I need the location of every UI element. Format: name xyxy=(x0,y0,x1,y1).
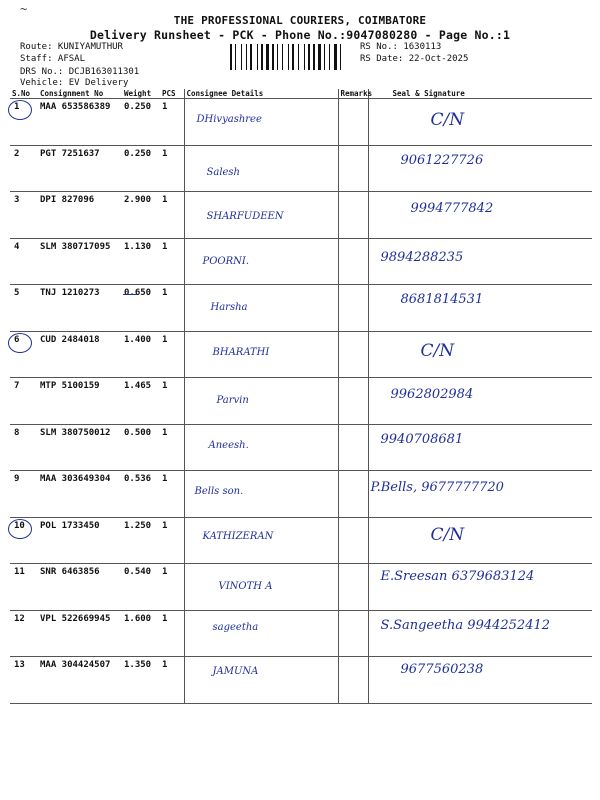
serial-number-cell xyxy=(10,424,38,471)
consignment-number: SNR 6463856 xyxy=(40,567,100,577)
consignment-cell xyxy=(38,192,122,239)
weight-value: 1.600 xyxy=(124,613,152,624)
serial-number: 8 xyxy=(14,427,20,438)
consignment-cell xyxy=(38,99,122,146)
table-row xyxy=(10,145,592,192)
pcs-value: 1 xyxy=(162,613,168,624)
weight-cell xyxy=(122,285,160,332)
weight-value: 1.465 xyxy=(124,381,152,391)
serial-number: 11 xyxy=(14,567,25,577)
pcs-cell xyxy=(160,99,184,146)
barcode-bar xyxy=(250,44,252,70)
weight-cell xyxy=(122,378,160,425)
column-header-remarks: Remarks xyxy=(338,89,368,99)
barcode-bar xyxy=(257,44,258,70)
pcs-cell xyxy=(160,192,184,239)
staff-label: Staff: AFSAL xyxy=(20,54,86,64)
consignment-cell xyxy=(38,285,122,332)
consignment-number: MAA 303649304 xyxy=(40,474,111,484)
pcs-cell xyxy=(160,331,184,378)
runsheet-barcode xyxy=(230,44,355,70)
signature-cell xyxy=(368,610,592,657)
weight-cell xyxy=(122,99,160,146)
table-row xyxy=(10,564,592,611)
pcs-value: 1 xyxy=(162,567,168,577)
table-header-row xyxy=(10,89,592,99)
consignment-number: SLM 380750012 xyxy=(40,427,111,438)
column-header-pcs: PCS xyxy=(160,89,184,99)
signature-cell xyxy=(368,192,592,239)
handwritten-signature: C/N xyxy=(430,524,465,545)
weight-value: 0.250 xyxy=(124,102,152,112)
consignment-cell xyxy=(38,517,122,564)
consignee-cell xyxy=(184,378,338,425)
serial-number-cell xyxy=(10,238,38,285)
pcs-cell xyxy=(160,657,184,704)
pcs-value: 1 xyxy=(162,334,168,345)
handwritten-signature: P.Bells, 9677777720 xyxy=(370,480,504,495)
consignee-handwritten-name: sageetha xyxy=(212,621,259,633)
pcs-value: 1 xyxy=(162,660,168,670)
consignee-handwritten-name: POORNI. xyxy=(202,255,250,267)
handwritten-signature: 9677560238 xyxy=(400,662,484,677)
corner-mark: ~ xyxy=(20,2,28,16)
consignee-handwritten-name: Salesh xyxy=(206,166,241,178)
consignment-cell xyxy=(38,564,122,611)
consignee-handwritten-name: Bells son. xyxy=(194,486,244,497)
table-row xyxy=(10,331,592,378)
consignment-cell xyxy=(38,471,122,518)
remarks-cell xyxy=(338,192,368,239)
barcode-bar xyxy=(292,44,294,70)
pcs-cell xyxy=(160,471,184,518)
signature-cell xyxy=(368,238,592,285)
serial-number: 3 xyxy=(14,195,20,205)
weight-value: 0.540 xyxy=(124,567,152,577)
serial-number: 12 xyxy=(14,613,25,624)
ink-circle-mark xyxy=(8,333,32,353)
signature-cell xyxy=(368,471,592,518)
consignee-cell xyxy=(184,424,338,471)
table-row xyxy=(10,610,592,657)
pcs-value: 1 xyxy=(162,381,168,391)
vehicle-label: Vehicle: EV Delivery xyxy=(20,78,129,88)
consignee-handwritten-name: Aneesh. xyxy=(208,439,249,451)
barcode-bar xyxy=(334,44,337,70)
serial-number: 10 xyxy=(12,521,25,531)
barcode-bar xyxy=(324,44,325,70)
barcode-bar xyxy=(298,44,299,70)
company-title: THE PROFESSIONAL COURIERS, COIMBATORE xyxy=(173,14,427,27)
signature-cell xyxy=(368,657,592,704)
weight-value: 1.400 xyxy=(124,334,152,345)
serial-number: 13 xyxy=(14,660,25,670)
remarks-cell xyxy=(338,285,368,332)
rs-date: RS Date: 22-Oct-2025 xyxy=(360,54,469,64)
consignment-number: TNJ 1210273 xyxy=(40,288,100,298)
table-row xyxy=(10,99,592,146)
handwritten-signature: 9894288235 xyxy=(380,249,464,265)
signature-cell xyxy=(368,424,592,471)
consignment-cell xyxy=(38,610,122,657)
consignment-number: PGT 7251637 xyxy=(40,148,100,159)
serial-number-cell xyxy=(10,285,38,332)
serial-number-cell xyxy=(10,99,38,146)
pcs-cell xyxy=(160,517,184,564)
pcs-value: 1 xyxy=(162,241,168,252)
consignment-cell xyxy=(38,145,122,192)
pcs-cell xyxy=(160,610,184,657)
consignee-cell xyxy=(184,285,338,332)
handwritten-signature: 9940708681 xyxy=(380,431,464,447)
signature-cell xyxy=(368,564,592,611)
handwritten-signature: 8681814531 xyxy=(400,292,484,307)
pcs-cell xyxy=(160,424,184,471)
weight-cell xyxy=(122,517,160,564)
consignee-cell xyxy=(184,610,338,657)
barcode-bar xyxy=(288,44,289,70)
consignee-handwritten-name: Parvin xyxy=(216,395,249,406)
barcode-bar xyxy=(235,44,236,70)
consignee-cell xyxy=(184,517,338,564)
serial-number-cell xyxy=(10,610,38,657)
pcs-value: 1 xyxy=(162,148,168,159)
weight-cell xyxy=(122,192,160,239)
signature-cell xyxy=(368,145,592,192)
consignment-cell xyxy=(38,331,122,378)
weight-cell xyxy=(122,564,160,611)
weight-cell xyxy=(122,145,160,192)
weight-value: 0.250 xyxy=(124,148,152,159)
consignment-number: CUD 2484018 xyxy=(40,334,100,345)
signature-cell xyxy=(368,378,592,425)
pcs-cell xyxy=(160,564,184,611)
consignment-number: VPL 522669945 xyxy=(40,613,111,624)
signature-cell xyxy=(368,517,592,564)
table-row xyxy=(10,471,592,518)
pcs-value: 1 xyxy=(162,288,168,298)
table-row xyxy=(10,285,592,332)
barcode-bar xyxy=(261,44,263,70)
consignee-cell xyxy=(184,145,338,192)
consignment-number: MAA 653586389 xyxy=(40,102,111,112)
serial-number: 4 xyxy=(14,241,20,252)
consignment-cell xyxy=(38,378,122,425)
serial-number-cell xyxy=(10,145,38,192)
barcode-bar xyxy=(246,44,247,70)
serial-number: 6 xyxy=(12,335,19,345)
consignee-handwritten-name: SHARFUDEEN xyxy=(206,211,284,222)
barcode-bar xyxy=(272,44,274,70)
handwritten-signature: 9061227726 xyxy=(400,152,484,168)
consignee-handwritten-name: JAMUNA xyxy=(212,666,259,677)
remarks-cell xyxy=(338,238,368,285)
weight-cell xyxy=(122,657,160,704)
handwritten-signature: 9962802984 xyxy=(390,387,474,402)
handwritten-signature: C/N xyxy=(420,340,455,361)
serial-number-cell xyxy=(10,517,38,564)
table-row xyxy=(10,192,592,239)
runsheet-subtitle: Delivery Runsheet - PCK - Phone No.:9047080280 - Page No.:1 xyxy=(89,28,511,42)
consignee-cell xyxy=(184,657,338,704)
consignment-number: POL 1733450 xyxy=(40,520,100,531)
consignee-cell xyxy=(184,192,338,239)
runsheet-table xyxy=(10,89,592,704)
weight-cell xyxy=(122,331,160,378)
handwritten-signature: C/N xyxy=(430,110,465,130)
consignment-number: SLM 380717095 xyxy=(40,241,111,252)
signature-cell xyxy=(368,331,592,378)
remarks-cell xyxy=(338,610,368,657)
rs-number: RS No.: 1630113 xyxy=(360,42,442,52)
table-row xyxy=(10,424,592,471)
handwritten-signature: 9994777842 xyxy=(410,201,494,216)
pcs-cell xyxy=(160,145,184,192)
consignee-cell xyxy=(184,238,338,285)
remarks-cell xyxy=(338,99,368,146)
pcs-cell xyxy=(160,378,184,425)
column-header-weight: Weight xyxy=(122,89,160,99)
barcode-bar xyxy=(304,44,305,70)
weight-cell xyxy=(122,610,160,657)
barcode-bar xyxy=(230,44,232,70)
barcode-bar xyxy=(282,44,283,70)
remarks-cell xyxy=(338,331,368,378)
barcode-bar xyxy=(313,44,315,70)
barcode-bar xyxy=(340,44,341,70)
serial-number: 5 xyxy=(14,288,20,298)
pcs-value: 1 xyxy=(162,474,168,484)
consignment-number: MTP 5100159 xyxy=(40,381,100,391)
ink-circle-mark xyxy=(8,519,32,539)
consignment-number: MAA 304424507 xyxy=(40,660,111,670)
weight-value: 1.250 xyxy=(124,520,152,531)
consignee-cell xyxy=(184,99,338,146)
consignee-cell xyxy=(184,471,338,518)
route-label: Route: KUNIYAMUTHUR xyxy=(20,42,123,52)
pcs-value: 1 xyxy=(162,102,168,112)
pcs-value: 1 xyxy=(162,427,168,438)
table-row xyxy=(10,378,592,425)
consignee-handwritten-name: VINOTH A xyxy=(218,581,273,592)
serial-number-cell xyxy=(10,471,38,518)
serial-number: 2 xyxy=(14,148,20,159)
ink-circle-mark xyxy=(8,100,32,120)
remarks-cell xyxy=(338,471,368,518)
serial-number-cell xyxy=(10,331,38,378)
barcode-bar xyxy=(241,44,242,70)
handwritten-signature: E.Sreesan 6379683124 xyxy=(380,569,535,584)
pcs-cell xyxy=(160,238,184,285)
consignee-handwritten-name: DHivyashree xyxy=(196,114,262,125)
weight-value: 0.536 xyxy=(124,474,152,484)
table-row xyxy=(10,517,592,564)
barcode-bar xyxy=(318,44,321,70)
consignee-handwritten-name: BHARATHI xyxy=(212,346,270,358)
remarks-cell xyxy=(338,424,368,471)
column-header-sno: S.No xyxy=(10,89,38,99)
pcs-value: 1 xyxy=(162,195,168,205)
serial-number-cell xyxy=(10,564,38,611)
signature-cell xyxy=(368,99,592,146)
consignee-handwritten-name: Harsha xyxy=(210,302,248,313)
serial-number-cell xyxy=(10,378,38,425)
consignment-cell xyxy=(38,424,122,471)
weight-value: 2.900 xyxy=(124,195,152,205)
drs-label: DRS No.: DCJB163011301 xyxy=(20,67,140,77)
pcs-value: 1 xyxy=(162,520,168,531)
barcode-bar xyxy=(266,44,269,70)
column-header-signature: Seal & Signature xyxy=(368,89,592,99)
serial-number: 7 xyxy=(14,381,20,391)
weight-cell xyxy=(122,471,160,518)
barcode-bar xyxy=(277,44,278,70)
weight-value: 1.350 xyxy=(124,660,152,670)
column-header-consignee: Consignee Details xyxy=(184,89,338,99)
weight-value: 0.500 xyxy=(124,427,152,438)
weight-value: 0.650 xyxy=(124,288,152,298)
strike-through-mark xyxy=(123,294,137,295)
remarks-cell xyxy=(338,564,368,611)
remarks-cell xyxy=(338,517,368,564)
remarks-cell xyxy=(338,145,368,192)
table-row xyxy=(10,657,592,704)
handwritten-signature: S.Sangeetha 9944252412 xyxy=(380,617,551,633)
weight-cell xyxy=(122,238,160,285)
remarks-cell xyxy=(338,657,368,704)
pcs-cell xyxy=(160,285,184,332)
consignment-cell xyxy=(38,238,122,285)
weight-cell xyxy=(122,424,160,471)
consignment-number: DPI 827096 xyxy=(40,195,95,205)
consignee-handwritten-name: KATHIZERAN xyxy=(202,530,274,542)
signature-cell xyxy=(368,285,592,332)
serial-number-cell xyxy=(10,657,38,704)
consignee-cell xyxy=(184,564,338,611)
serial-number-cell xyxy=(10,192,38,239)
serial-number: 9 xyxy=(14,474,20,484)
consignee-cell xyxy=(184,331,338,378)
weight-value: 1.130 xyxy=(124,241,152,252)
table-row xyxy=(10,238,592,285)
consignment-cell xyxy=(38,657,122,704)
barcode-bar xyxy=(308,44,310,70)
remarks-cell xyxy=(338,378,368,425)
serial-number: 1 xyxy=(12,102,19,112)
barcode-bar xyxy=(329,44,330,70)
column-header-consignment: Consignment No xyxy=(38,89,122,99)
